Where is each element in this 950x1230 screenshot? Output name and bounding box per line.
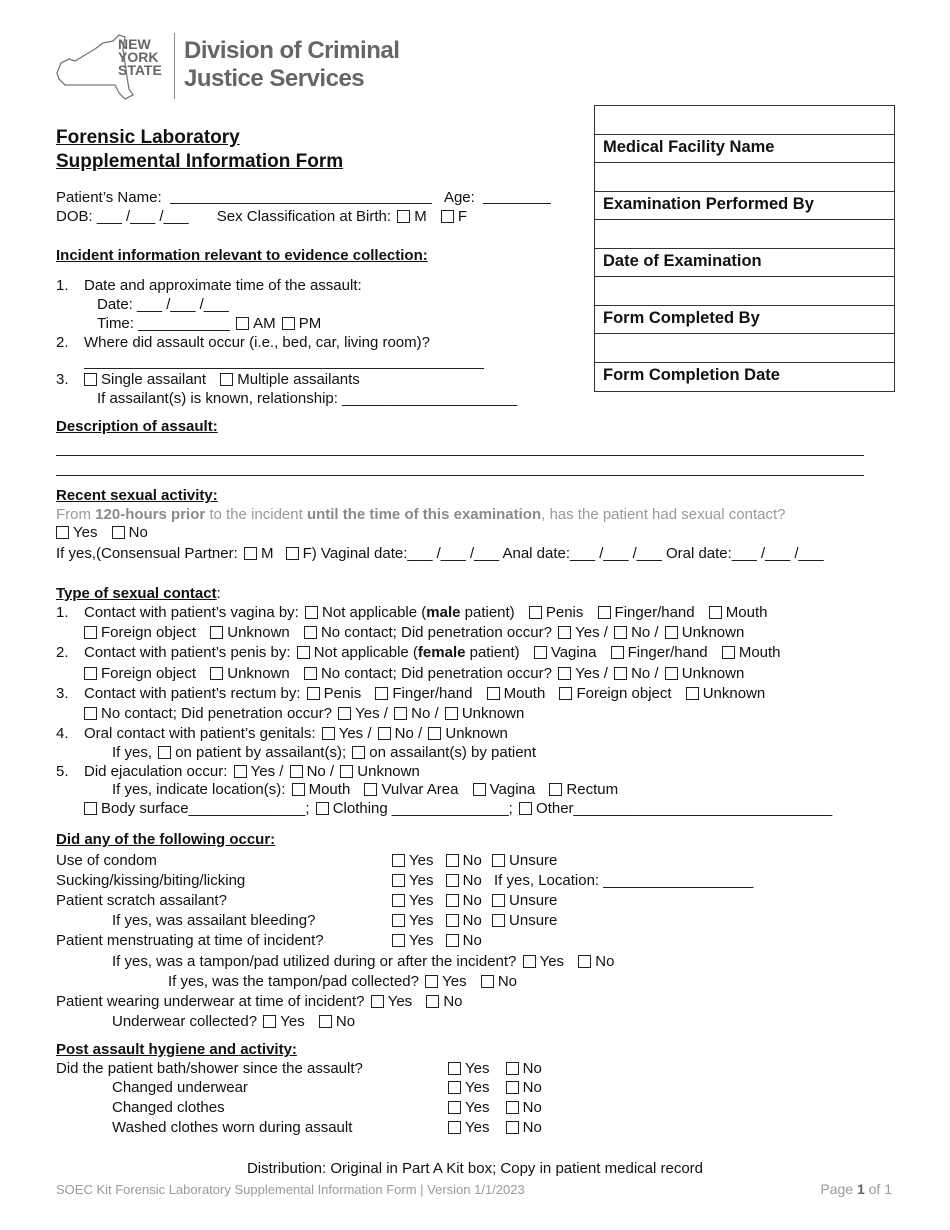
sex-m-label: M bbox=[414, 208, 427, 225]
recent-no-label: No bbox=[128, 524, 148, 541]
c1-nocontact-label: No contact; Did penetration occur? bbox=[320, 624, 552, 641]
q2-num: 2. bbox=[56, 334, 69, 351]
recent-activity-question bbox=[56, 505, 785, 524]
sucking-yes-label: Yes bbox=[409, 872, 434, 889]
c5-unknown-checkbox[interactable] bbox=[340, 765, 353, 778]
c5-vulvar-checkbox[interactable] bbox=[364, 783, 377, 796]
c1-na-checkbox[interactable] bbox=[305, 606, 318, 619]
c1-finger-checkbox[interactable] bbox=[598, 606, 611, 619]
c2-num: 2. bbox=[56, 644, 69, 661]
c3-pen-yes-checkbox[interactable] bbox=[338, 707, 351, 720]
washed-yes-label: Yes bbox=[465, 1119, 490, 1136]
clothes-changed-yes-label: Yes bbox=[465, 1099, 490, 1116]
tampon-collected-label: If yes, was the tampon/pad collected? bbox=[168, 973, 419, 990]
c1-na-pre: Not applicable ( bbox=[322, 604, 427, 621]
multiple-assailants-checkbox[interactable] bbox=[220, 373, 233, 386]
c5-rectum-label: Rectum bbox=[566, 781, 619, 798]
c1-penis-label: Penis bbox=[545, 604, 584, 621]
tampon-collected-no-checkbox[interactable] bbox=[481, 975, 494, 988]
consensual-partner-row bbox=[56, 544, 824, 563]
c5-label: Did ejaculation occur: bbox=[84, 763, 228, 780]
bleeding-options bbox=[390, 911, 557, 930]
c2-row bbox=[84, 643, 781, 662]
underwear-row bbox=[56, 992, 463, 1011]
c2-label: Contact with patient’s penis by: bbox=[84, 644, 291, 661]
condom-label: Use of condom bbox=[56, 852, 157, 869]
underwear-collected-yes-checkbox[interactable] bbox=[263, 1015, 276, 1028]
c3-pen-unknown-label: Unknown bbox=[461, 705, 525, 722]
c3-pen-unknown-checkbox[interactable] bbox=[445, 707, 458, 720]
underwear-changed-yes-checkbox[interactable] bbox=[448, 1081, 461, 1094]
description-line-2[interactable] bbox=[56, 475, 864, 476]
logo-division-line1: Division of Criminal bbox=[184, 37, 400, 64]
c3-pen-no-checkbox[interactable] bbox=[394, 707, 407, 720]
c4-yes-checkbox[interactable] bbox=[322, 727, 335, 740]
hygiene-options bbox=[446, 1098, 542, 1117]
sex-f-checkbox[interactable] bbox=[441, 210, 454, 223]
c1-pen-no-label: No / bbox=[631, 624, 659, 641]
washed-no-label: No bbox=[522, 1119, 542, 1136]
c3-penis-checkbox[interactable] bbox=[307, 687, 320, 700]
exam-info-blank-3[interactable] bbox=[595, 220, 894, 249]
contact-heading bbox=[56, 584, 221, 603]
incident-time-field[interactable]: ___________ bbox=[138, 315, 230, 332]
q1-text: Date and approximate time of the assault: bbox=[84, 277, 362, 294]
c2-vagina-label: Vagina bbox=[550, 644, 597, 661]
recent-q-mid: to the incident bbox=[205, 506, 307, 523]
partner-label: If yes,(Consensual Partner: bbox=[56, 545, 238, 562]
c3-label: Contact with patient’s rectum by: bbox=[84, 685, 301, 702]
c3-mouth-checkbox[interactable] bbox=[487, 687, 500, 700]
assailant-count-row bbox=[82, 370, 360, 389]
c1-unknown-checkbox[interactable] bbox=[210, 626, 223, 639]
c4-unknown-label: Unknown bbox=[445, 725, 508, 742]
hygiene-item-label: Washed clothes worn during assault bbox=[112, 1119, 353, 1136]
underwear-label: Patient wearing underwear at time of incident? bbox=[56, 993, 365, 1010]
c4-on-patient-label: on patient by assailant(s); bbox=[175, 744, 347, 761]
c4-ifyes-label: If yes, bbox=[112, 744, 153, 761]
bleeding-unsure-label: Unsure bbox=[509, 912, 558, 929]
c1-foreign-label: Foreign object bbox=[101, 624, 197, 641]
tampon-collected-yes-checkbox[interactable] bbox=[425, 975, 438, 988]
c5-ifyes-label: If yes, indicate location(s): bbox=[112, 781, 286, 798]
condom-options bbox=[390, 851, 557, 870]
page-pre: Page bbox=[820, 1181, 857, 1197]
date-of-examination-label: Date of Examination bbox=[595, 249, 894, 277]
c3-num: 3. bbox=[56, 685, 69, 702]
dob-field[interactable]: ___ /___ /___ bbox=[96, 208, 189, 225]
c3-pen-no-label: No / bbox=[411, 705, 439, 722]
distribution-note: Distribution: Original in Part A Kit box; Copy in patient medical record bbox=[246, 1160, 704, 1177]
sex-f-label: F bbox=[457, 208, 468, 225]
underwear-collected-no-label: No bbox=[335, 1013, 356, 1030]
recent-q-pre: From bbox=[56, 506, 96, 523]
c2-pen-yes-checkbox[interactable] bbox=[558, 667, 571, 680]
c2-pen-unknown-checkbox[interactable] bbox=[665, 667, 678, 680]
sex-label: Sex Classification at Birth: bbox=[216, 208, 392, 225]
relationship-field[interactable]: If assailant(s) is known, relationship: _____________________ bbox=[97, 390, 518, 407]
c2-row2 bbox=[82, 664, 744, 683]
condom-no-checkbox[interactable] bbox=[446, 854, 459, 867]
partner-dates[interactable]: F) Vaginal date:___ /___ /___ Anal date:___ /___ /___ Oral date:___ /___ /___ bbox=[302, 545, 824, 562]
partner-f-checkbox[interactable] bbox=[286, 547, 299, 560]
bleeding-no-label: No bbox=[462, 912, 482, 929]
description-heading: Description of assault: bbox=[56, 418, 218, 435]
c3-mouth-label: Mouth bbox=[503, 685, 546, 702]
recent-yes-no-row bbox=[54, 523, 148, 542]
recent-q-bold1: 120-hours prior bbox=[95, 506, 206, 523]
hygiene-options bbox=[446, 1078, 542, 1097]
c5-no-label: No / bbox=[306, 763, 335, 780]
c5-body-checkbox[interactable] bbox=[84, 802, 97, 815]
c4-on-assailant-label: on assailant(s) by patient bbox=[369, 744, 537, 761]
condom-no-label: No bbox=[462, 852, 482, 869]
c1-finger-label: Finger/hand bbox=[614, 604, 695, 621]
description-line-1[interactable] bbox=[56, 455, 864, 456]
c2-na-checkbox[interactable] bbox=[297, 646, 310, 659]
c5-yes-label: Yes / bbox=[250, 763, 284, 780]
c2-nocontact-label: No contact; Did penetration occur? bbox=[320, 665, 552, 682]
sucking-yes-checkbox[interactable] bbox=[392, 874, 405, 887]
c5-body-label: Body surface______________; bbox=[101, 800, 310, 817]
c5-row bbox=[84, 762, 420, 781]
am-checkbox[interactable] bbox=[236, 317, 249, 330]
logo-new: NEW bbox=[118, 36, 151, 52]
c5-clothing-checkbox[interactable] bbox=[316, 802, 329, 815]
logo-divider bbox=[174, 33, 175, 99]
c4-label: Oral contact with patient’s genitals: bbox=[84, 725, 316, 742]
menstruating-options bbox=[390, 931, 482, 950]
c1-mouth-label: Mouth bbox=[725, 604, 768, 621]
c1-label: Contact with patient’s vagina by: bbox=[84, 604, 299, 621]
c1-row2 bbox=[82, 623, 744, 642]
tampon-no-checkbox[interactable] bbox=[578, 955, 591, 968]
tampon-collected-row bbox=[168, 972, 517, 991]
menstruating-no-label: No bbox=[462, 932, 482, 949]
exam-info-blank-4[interactable] bbox=[595, 277, 894, 306]
c5-row3 bbox=[82, 799, 832, 818]
logo-state: STATE bbox=[118, 62, 162, 78]
c1-penis-checkbox[interactable] bbox=[529, 606, 542, 619]
c2-unknown-label: Unknown bbox=[227, 665, 290, 682]
contact-heading-colon: : bbox=[216, 585, 221, 602]
condom-unsure-label: Unsure bbox=[509, 852, 558, 869]
washed-yes-checkbox[interactable] bbox=[448, 1121, 461, 1134]
c5-mouth-label: Mouth bbox=[308, 781, 351, 798]
sucking-label: Sucking/kissing/biting/licking bbox=[56, 872, 246, 889]
tampon-yes-label: Yes bbox=[539, 953, 565, 970]
condom-yes-label: Yes bbox=[409, 852, 434, 869]
incident-heading: Incident information relevant to evidence collection: bbox=[56, 247, 428, 264]
logo-state-text bbox=[118, 38, 162, 77]
tampon-yes-checkbox[interactable] bbox=[523, 955, 536, 968]
c1-pen-unknown-label: Unknown bbox=[681, 624, 745, 641]
c5-num: 5. bbox=[56, 763, 69, 780]
patient-name-field[interactable] bbox=[170, 203, 432, 204]
hygiene-heading: Post assault hygiene and activity: bbox=[56, 1041, 297, 1058]
am-label: AM bbox=[253, 315, 276, 332]
underwear-no-checkbox[interactable] bbox=[426, 995, 439, 1008]
exam-info-box bbox=[594, 105, 895, 392]
c2-pen-unknown-label: Unknown bbox=[681, 665, 745, 682]
bleeding-yes-checkbox[interactable] bbox=[392, 914, 405, 927]
c2-foreign-label: Foreign object bbox=[101, 665, 197, 682]
c3-foreign-label: Foreign object bbox=[576, 685, 672, 702]
form-title-line2: Supplemental Information Form bbox=[56, 151, 344, 172]
bleeding-unsure-checkbox[interactable] bbox=[492, 914, 505, 927]
recent-yes-checkbox[interactable] bbox=[56, 526, 69, 539]
c5-vulvar-label: Vulvar Area bbox=[381, 781, 459, 798]
bleeding-yes-label: Yes bbox=[409, 912, 434, 929]
c1-num: 1. bbox=[56, 604, 69, 621]
form-completion-date-label: Form Completion Date bbox=[603, 366, 780, 384]
c3-nocontact-label: No contact; Did penetration occur? bbox=[101, 705, 332, 722]
clothes-changed-no-label: No bbox=[522, 1099, 542, 1116]
c3-row bbox=[84, 684, 765, 703]
logo-york: YORK bbox=[118, 49, 159, 65]
c5-rectum-checkbox[interactable] bbox=[549, 783, 562, 796]
c1-row bbox=[84, 603, 767, 622]
c3-foreign-checkbox[interactable] bbox=[559, 687, 572, 700]
c2-foreign-checkbox[interactable] bbox=[84, 667, 97, 680]
underwear-collected-yes-label: Yes bbox=[280, 1013, 305, 1030]
bleeding-no-checkbox[interactable] bbox=[446, 914, 459, 927]
scratch-unsure-checkbox[interactable] bbox=[492, 894, 505, 907]
c5-vagina-label: Vagina bbox=[489, 781, 536, 798]
c4-no-label: No / bbox=[394, 725, 423, 742]
c1-foreign-checkbox[interactable] bbox=[84, 626, 97, 639]
c1-pen-no-checkbox[interactable] bbox=[614, 626, 627, 639]
patient-name-label: Patient’s Name: bbox=[56, 189, 162, 206]
c2-na-pre: Not applicable ( bbox=[313, 644, 418, 661]
c2-mouth-label: Mouth bbox=[738, 644, 781, 661]
c2-nocontact-checkbox[interactable] bbox=[304, 667, 317, 680]
tampon-no-label: No bbox=[595, 953, 615, 970]
underwear-collected-row bbox=[112, 1012, 355, 1031]
condom-unsure-checkbox[interactable] bbox=[492, 854, 505, 867]
underwear-collected-no-checkbox[interactable] bbox=[319, 1015, 332, 1028]
c5-yes-checkbox[interactable] bbox=[234, 765, 247, 778]
c4-unknown-checkbox[interactable] bbox=[428, 727, 441, 740]
hygiene-item-label: Changed underwear bbox=[112, 1079, 248, 1096]
c2-unknown-checkbox[interactable] bbox=[210, 667, 223, 680]
recent-yes-label: Yes bbox=[73, 524, 98, 541]
underwear-changed-no-label: No bbox=[522, 1079, 542, 1096]
c4-yes-label: Yes / bbox=[338, 725, 372, 742]
page-indicator bbox=[820, 1180, 892, 1199]
washed-no-checkbox[interactable] bbox=[506, 1121, 519, 1134]
scratch-no-checkbox[interactable] bbox=[446, 894, 459, 907]
c3-finger-label: Finger/hand bbox=[392, 685, 473, 702]
age-field[interactable] bbox=[483, 203, 551, 204]
form-completed-by-label: Form Completed By bbox=[595, 306, 894, 334]
incident-date-row bbox=[97, 295, 229, 314]
examination-performed-by-label: Examination Performed By bbox=[595, 192, 894, 220]
exam-info-blank-1[interactable] bbox=[595, 106, 894, 135]
c1-nocontact-checkbox[interactable] bbox=[304, 626, 317, 639]
medical-facility-name-label: Medical Facility Name bbox=[595, 135, 894, 163]
pm-checkbox[interactable] bbox=[282, 317, 295, 330]
scratch-yes-checkbox[interactable] bbox=[392, 894, 405, 907]
page-number: 1 bbox=[856, 1181, 865, 1197]
c5-vagina-checkbox[interactable] bbox=[473, 783, 486, 796]
hygiene-options bbox=[446, 1118, 542, 1137]
c2-pen-yes-label: Yes / bbox=[575, 665, 608, 682]
incident-date-label: Date: bbox=[97, 296, 133, 313]
underwear-no-label: No bbox=[443, 993, 463, 1010]
c5-row2 bbox=[112, 780, 618, 799]
condom-yes-checkbox[interactable] bbox=[392, 854, 405, 867]
bleeding-label: If yes, was assailant bleeding? bbox=[112, 912, 316, 929]
c5-unknown-label: Unknown bbox=[357, 763, 420, 780]
c3-unknown-checkbox[interactable] bbox=[686, 687, 699, 700]
incident-date-field[interactable]: ___ /___ /___ bbox=[137, 296, 229, 313]
underwear-yes-label: Yes bbox=[387, 993, 413, 1010]
c1-mouth-checkbox[interactable] bbox=[709, 606, 722, 619]
c2-mouth-checkbox[interactable] bbox=[722, 646, 735, 659]
c3-unknown-label: Unknown bbox=[702, 685, 766, 702]
c2-na-post: patient) bbox=[465, 644, 520, 661]
occur-heading: Did any of the following occur: bbox=[56, 831, 276, 848]
patient-name-row bbox=[56, 188, 551, 207]
tampon-collected-yes-label: Yes bbox=[442, 973, 467, 990]
underwear-changed-no-checkbox[interactable] bbox=[506, 1081, 519, 1094]
sucking-options bbox=[390, 871, 753, 890]
c4-no-checkbox[interactable] bbox=[378, 727, 391, 740]
scratch-no-label: No bbox=[462, 892, 482, 909]
scratch-label: Patient scratch assailant? bbox=[56, 892, 227, 909]
recent-q-post: , has the patient had sexual contact? bbox=[541, 506, 786, 523]
hygiene-options bbox=[446, 1059, 542, 1078]
c4-on-patient-checkbox[interactable] bbox=[158, 746, 171, 759]
scratch-yes-label: Yes bbox=[409, 892, 434, 909]
bath-no-label: No bbox=[522, 1060, 542, 1077]
tampon-label: If yes, was a tampon/pad utilized during or after the incident? bbox=[112, 953, 517, 970]
c1-na-bold: male bbox=[426, 604, 461, 621]
single-assailant-checkbox[interactable] bbox=[84, 373, 97, 386]
c2-vagina-checkbox[interactable] bbox=[534, 646, 547, 659]
underwear-changed-yes-label: Yes bbox=[465, 1079, 490, 1096]
sex-m-checkbox[interactable] bbox=[397, 210, 410, 223]
dob-label: DOB: bbox=[56, 208, 93, 225]
multiple-assailants-label: Multiple assailants bbox=[237, 371, 360, 388]
form-title-line1: Forensic Laboratory bbox=[56, 127, 240, 148]
c3-finger-checkbox[interactable] bbox=[375, 687, 388, 700]
recent-no-checkbox[interactable] bbox=[112, 526, 125, 539]
sucking-location-field[interactable]: If yes, Location: __________________ bbox=[494, 872, 754, 889]
c3-row2 bbox=[82, 704, 524, 723]
menstruating-yes-checkbox[interactable] bbox=[392, 934, 405, 947]
c5-other-label: Other_______________________________ bbox=[536, 800, 833, 817]
exam-info-blank-2[interactable] bbox=[595, 163, 894, 192]
logo-division-text bbox=[184, 37, 399, 93]
tampon-collected-no-label: No bbox=[497, 973, 517, 990]
q2-answer-line[interactable] bbox=[84, 368, 484, 369]
c1-na-post: patient) bbox=[460, 604, 515, 621]
c1-pen-yes-label: Yes / bbox=[575, 624, 608, 641]
c1-pen-yes-checkbox[interactable] bbox=[558, 626, 571, 639]
c3-pen-yes-label: Yes / bbox=[355, 705, 388, 722]
pm-label: PM bbox=[298, 315, 322, 332]
scratch-options bbox=[390, 891, 557, 910]
hygiene-item-label: Did the patient bath/shower since the assault? bbox=[56, 1060, 363, 1077]
c2-na-bold: female bbox=[417, 644, 466, 661]
partner-m-label: M bbox=[260, 545, 274, 562]
logo-division-line2: Justice Services bbox=[184, 65, 365, 92]
menstruating-label: Patient menstruating at time of incident? bbox=[56, 932, 324, 949]
footer-version: SOEC Kit Forensic Laboratory Supplemental Information Form | Version 1/1/2023 bbox=[56, 1182, 525, 1197]
contact-heading-text: Type of sexual contact bbox=[56, 585, 217, 602]
dob-row bbox=[56, 207, 467, 226]
bath-no-checkbox[interactable] bbox=[506, 1062, 519, 1075]
clothes-changed-yes-checkbox[interactable] bbox=[448, 1101, 461, 1114]
hygiene-item-label: Changed clothes bbox=[112, 1099, 225, 1116]
c1-unknown-label: Unknown bbox=[227, 624, 290, 641]
incident-time-label: Time: bbox=[97, 315, 134, 332]
c5-clothing-label: Clothing ______________; bbox=[332, 800, 513, 817]
exam-info-blank-5[interactable] bbox=[595, 334, 894, 363]
c3-nocontact-checkbox[interactable] bbox=[84, 707, 97, 720]
underwear-yes-checkbox[interactable] bbox=[371, 995, 384, 1008]
single-assailant-label: Single assailant bbox=[101, 371, 207, 388]
c5-mouth-checkbox[interactable] bbox=[292, 783, 305, 796]
page-post: of 1 bbox=[864, 1181, 892, 1197]
bath-yes-label: Yes bbox=[465, 1060, 490, 1077]
menstruating-no-checkbox[interactable] bbox=[446, 934, 459, 947]
c2-finger-label: Finger/hand bbox=[627, 644, 708, 661]
partner-m-checkbox[interactable] bbox=[244, 547, 257, 560]
sucking-no-checkbox[interactable] bbox=[446, 874, 459, 887]
c2-finger-checkbox[interactable] bbox=[611, 646, 624, 659]
bath-yes-checkbox[interactable] bbox=[448, 1062, 461, 1075]
q2-text: Where did assault occur (i.e., bed, car, living room)? bbox=[84, 334, 430, 351]
c2-pen-no-checkbox[interactable] bbox=[614, 667, 627, 680]
c3-penis-label: Penis bbox=[323, 685, 362, 702]
q1-num: 1. bbox=[56, 277, 69, 294]
incident-time-row bbox=[97, 314, 321, 333]
recent-activity-heading: Recent sexual activity: bbox=[56, 487, 218, 504]
menstruating-yes-label: Yes bbox=[409, 932, 434, 949]
q3-num: 3. bbox=[56, 371, 69, 388]
c5-no-checkbox[interactable] bbox=[290, 765, 303, 778]
tampon-row bbox=[112, 952, 614, 971]
c4-row bbox=[84, 724, 508, 743]
clothes-changed-no-checkbox[interactable] bbox=[506, 1101, 519, 1114]
c4-on-assailant-checkbox[interactable] bbox=[352, 746, 365, 759]
scratch-unsure-label: Unsure bbox=[509, 892, 558, 909]
sucking-no-label: No bbox=[462, 872, 482, 889]
c2-pen-no-label: No / bbox=[631, 665, 659, 682]
c4-row2 bbox=[112, 743, 536, 762]
c4-num: 4. bbox=[56, 725, 69, 742]
age-label: Age: bbox=[443, 189, 475, 206]
underwear-collected-label: Underwear collected? bbox=[112, 1013, 258, 1030]
recent-q-bold2: until the time of this examination bbox=[306, 506, 542, 523]
c5-other-checkbox[interactable] bbox=[519, 802, 532, 815]
c1-pen-unknown-checkbox[interactable] bbox=[665, 626, 678, 639]
